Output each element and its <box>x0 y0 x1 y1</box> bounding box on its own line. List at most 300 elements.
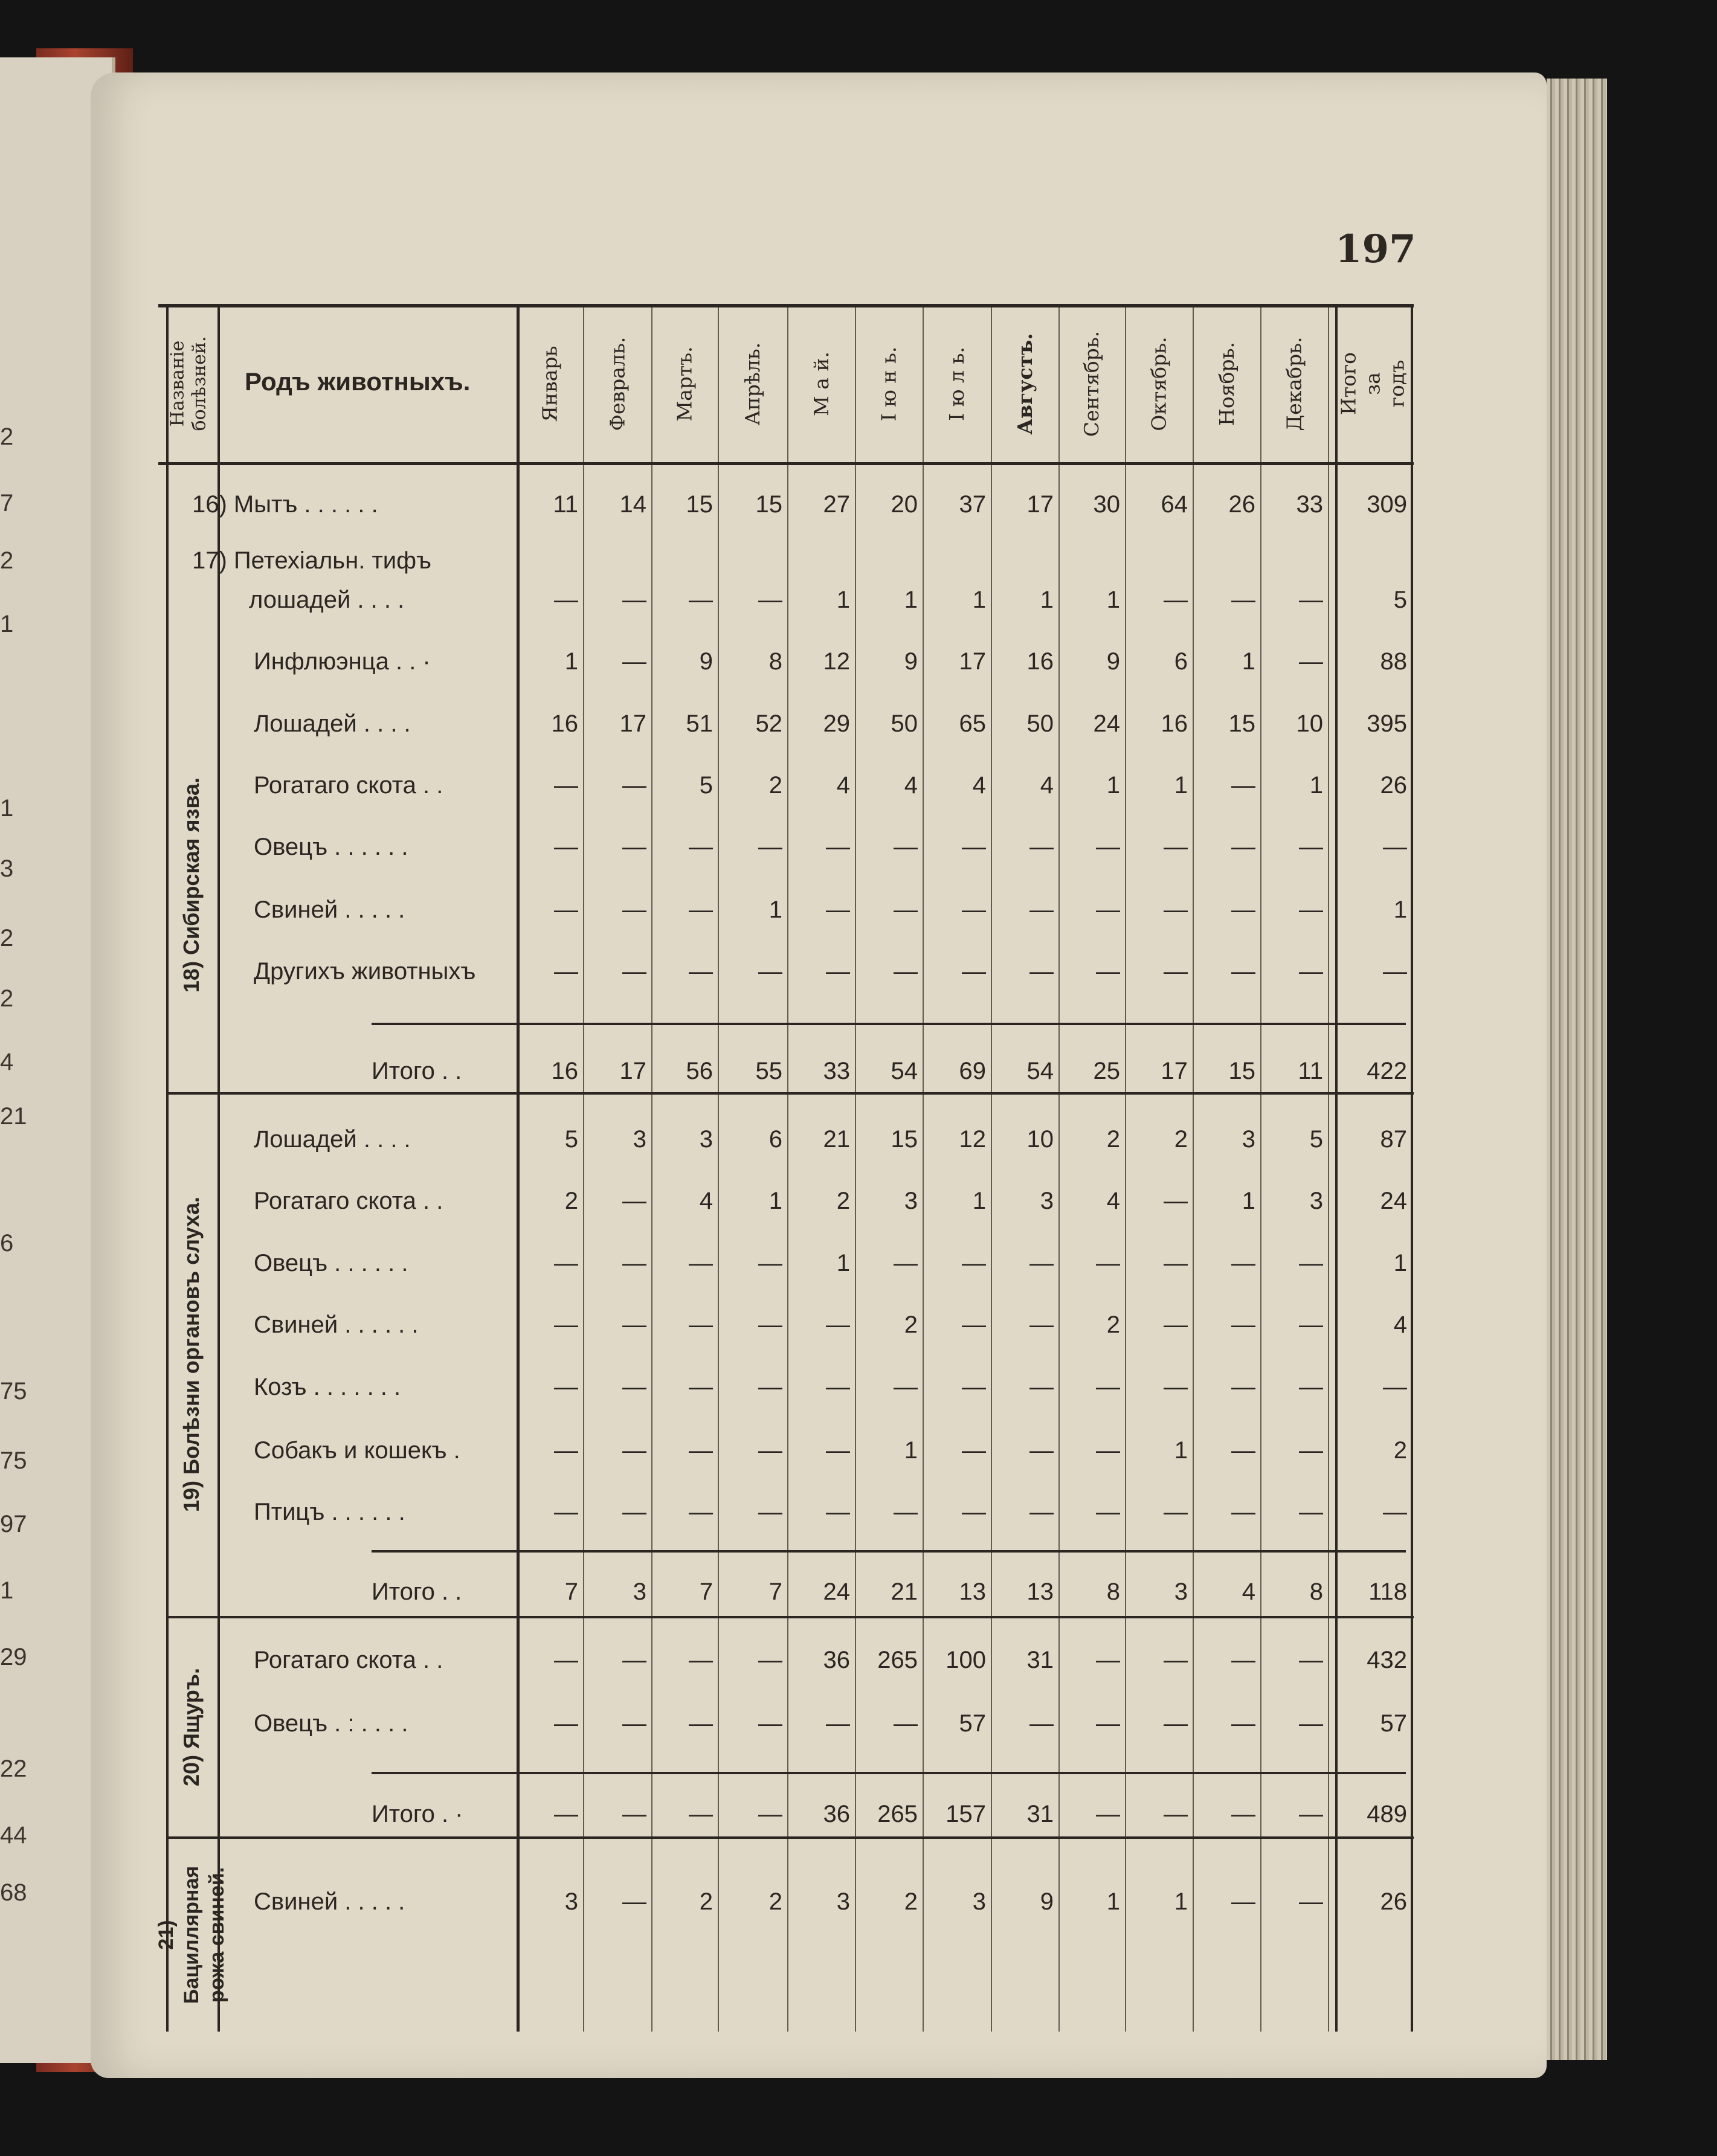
table-cell: 1 <box>1174 1437 1188 1464</box>
table-cell: — <box>826 896 850 923</box>
table-cell: — <box>622 1710 646 1737</box>
table-cell: — <box>1231 1311 1255 1338</box>
table-top-rule <box>158 304 1414 307</box>
total-cell: 88 <box>1380 648 1407 675</box>
total-column-rule <box>1335 304 1338 2032</box>
table-cell: 8 <box>1309 1578 1323 1605</box>
table-cell: — <box>1231 1888 1255 1915</box>
total-cell: 422 <box>1367 1058 1407 1084</box>
month-header-text: Мартъ. <box>672 346 697 422</box>
table-cell: — <box>758 1374 782 1400</box>
total-cell: 118 <box>1368 1578 1407 1605</box>
month-column-rule <box>787 304 788 2032</box>
table-cell: — <box>894 1374 918 1400</box>
table-cell: — <box>1096 958 1120 985</box>
table-cell: — <box>1299 648 1323 675</box>
table-cell: 1 <box>564 648 578 675</box>
month-column-rule <box>1193 304 1194 2032</box>
table-cell: — <box>1029 1374 1054 1400</box>
table-cell: — <box>1096 896 1120 923</box>
table-cell: 56 <box>686 1058 713 1084</box>
table-cell: 3 <box>1309 1188 1323 1214</box>
table-cell: — <box>962 896 986 923</box>
table-cell: — <box>1231 1250 1255 1276</box>
table-cell: 4 <box>972 772 986 799</box>
table-cell: — <box>622 1499 646 1525</box>
month-header-text: Сентябрь. <box>1080 330 1104 437</box>
table-cell: — <box>554 834 578 860</box>
table-cell: — <box>758 1311 782 1338</box>
table-cell: 17 <box>1161 1058 1188 1084</box>
table-cell: 27 <box>823 491 850 518</box>
table-cell: — <box>1164 896 1188 923</box>
subtotal-rule-19 <box>372 1550 1406 1553</box>
table-cell: 7 <box>564 1578 578 1605</box>
left-page-number-fragment: 4 <box>0 1049 14 1075</box>
table-cell: 10 <box>1296 710 1323 737</box>
table-cell: — <box>554 587 578 613</box>
left-page-number-fragment: 2 <box>0 547 14 574</box>
table-cell: — <box>1231 1647 1255 1673</box>
total-header-text: Итого за годъ <box>1336 352 1409 416</box>
table-cell: 65 <box>959 710 986 737</box>
month-header <box>1193 308 1260 459</box>
row-label: Овецъ . . . . . . <box>254 1250 408 1276</box>
table-cell: — <box>962 1437 986 1464</box>
total-cell: — <box>1383 1499 1407 1525</box>
table-cell: 21 <box>891 1578 918 1605</box>
table-cell: — <box>962 1311 986 1338</box>
table-cell: 16 <box>551 710 578 737</box>
left-page-number-fragment: 7 <box>0 490 14 516</box>
month-column-rule <box>855 304 856 2032</box>
row-label: Овецъ . . . . . . <box>254 834 408 860</box>
table-cell: 2 <box>904 1888 918 1915</box>
table-cell: — <box>1096 1647 1120 1673</box>
table-cell: — <box>826 1437 850 1464</box>
table-cell: 5 <box>564 1126 578 1153</box>
table-cell: — <box>1299 1647 1323 1673</box>
table-cell: 10 <box>1026 1126 1054 1153</box>
table-cell: 36 <box>823 1647 850 1673</box>
table-cell: 1 <box>768 1188 782 1214</box>
group-label <box>155 1839 229 2030</box>
row-label: Козъ . . . . . . . <box>254 1374 401 1400</box>
table-cell: — <box>962 1499 986 1525</box>
table-cell: 16 <box>1026 648 1054 675</box>
table-cell: — <box>826 958 850 985</box>
table-cell: 1 <box>836 587 850 613</box>
table-cell: 37 <box>959 491 986 518</box>
total-header <box>1335 308 1411 459</box>
month-header <box>583 308 651 459</box>
table-cell: — <box>622 1647 646 1673</box>
table-cell: 64 <box>1161 491 1188 518</box>
table-cell: — <box>622 958 646 985</box>
table-cell: 4 <box>1040 772 1054 799</box>
table-cell: — <box>1299 1888 1323 1915</box>
subtotal-rule-18 <box>372 1023 1406 1025</box>
table-cell: — <box>894 1499 918 1525</box>
table-cell: — <box>1164 1311 1188 1338</box>
table-cell: 1 <box>1309 772 1323 799</box>
left-page-number-fragment: 1 <box>0 795 14 822</box>
table-cell: — <box>622 1250 646 1276</box>
table-cell: 157 <box>945 1801 986 1827</box>
table-cell: 17 <box>959 648 986 675</box>
table-cell: 51 <box>686 710 713 737</box>
row-label: Овецъ . : . . . . <box>254 1710 408 1737</box>
table-cell: — <box>1164 1250 1188 1276</box>
month-header-text: Апрѣль. <box>741 342 764 425</box>
month-column-rule <box>1125 304 1126 2032</box>
table-cell: 54 <box>1026 1058 1054 1084</box>
table-cell: — <box>826 834 850 860</box>
table-cell: — <box>758 587 782 613</box>
table-cell: 3 <box>633 1578 646 1605</box>
table-cell: — <box>1164 587 1188 613</box>
table-cell: 36 <box>823 1801 850 1827</box>
table-cell: 14 <box>619 491 646 518</box>
table-cell: 50 <box>891 710 918 737</box>
row-label: Собакъ и кошекъ . <box>254 1437 460 1464</box>
total-cell: 5 <box>1393 587 1407 613</box>
table-cell: — <box>1231 772 1255 799</box>
table-cell: — <box>1299 1710 1323 1737</box>
row-label: Птицъ . . . . . . <box>254 1499 405 1525</box>
table-cell: — <box>1029 1499 1054 1525</box>
total-cell: 395 <box>1367 710 1407 737</box>
section-rule-20 <box>166 1616 1414 1618</box>
table-cell: 21 <box>823 1126 850 1153</box>
left-page-number-fragment: 6 <box>0 1230 14 1257</box>
table-cell: 11 <box>553 491 578 518</box>
header-bottom-rule <box>158 462 1414 465</box>
disease-column-header <box>158 308 219 459</box>
table-cell: 1 <box>1106 1888 1120 1915</box>
table-cell: — <box>962 1374 986 1400</box>
month-header-text: I ю л ь. <box>945 346 968 421</box>
month-header <box>718 308 787 459</box>
left-page-number-fragment: 97 <box>0 1511 27 1537</box>
table-cell: 9 <box>1040 1888 1054 1915</box>
table-cell: — <box>1096 1250 1120 1276</box>
table-cell: 2 <box>1174 1126 1188 1153</box>
total-cell: 432 <box>1367 1647 1407 1673</box>
month-column-rule <box>1260 304 1261 2032</box>
table-cell: 57 <box>959 1710 986 1737</box>
table-cell: 1 <box>1040 587 1054 613</box>
left-page-number-fragment: 29 <box>0 1644 27 1670</box>
table-cell: — <box>554 1499 578 1525</box>
table-cell: — <box>1231 958 1255 985</box>
row-label: Инфлюэнца . . · <box>254 648 431 675</box>
left-page-number-fragment: 2 <box>0 985 14 1012</box>
table-cell: — <box>1164 1710 1188 1737</box>
table-cell: 1 <box>972 1188 986 1214</box>
table-cell: 8 <box>1106 1578 1120 1605</box>
table-cell: — <box>1231 1801 1255 1827</box>
month-header <box>1260 308 1328 459</box>
table-cell: — <box>894 1710 918 1737</box>
row-label: Свиней . . . . . . <box>254 1311 419 1338</box>
table-cell: 265 <box>877 1801 918 1827</box>
table-cell: — <box>1029 1250 1054 1276</box>
subtotal-label: Итого . . <box>372 1058 462 1084</box>
table-cell: 100 <box>945 1647 986 1673</box>
month-header <box>991 308 1058 459</box>
table-cell: — <box>1231 1374 1255 1400</box>
table-cell: — <box>1029 834 1054 860</box>
table-cell: — <box>554 1250 578 1276</box>
month-header-text: Августъ. <box>1013 332 1037 435</box>
row-label: Рогатаго скота . . <box>254 1188 443 1214</box>
month-column-rule <box>1328 304 1329 2032</box>
total-cell: 57 <box>1380 1710 1407 1737</box>
table-cell: — <box>1164 1801 1188 1827</box>
table-cell: — <box>689 1499 713 1525</box>
table-cell: — <box>1096 1499 1120 1525</box>
total-cell: 24 <box>1380 1188 1407 1214</box>
table-cell: 3 <box>1040 1188 1054 1214</box>
table-cell: 29 <box>823 710 850 737</box>
table-cell: — <box>622 834 646 860</box>
month-header-text: Ноябрь. <box>1214 341 1239 426</box>
table-cell: 2 <box>564 1188 578 1214</box>
table-cell: 17 <box>619 1058 646 1084</box>
total-cell: 87 <box>1380 1126 1407 1153</box>
page-edges <box>1547 79 1607 2060</box>
table-cell: — <box>622 1437 646 1464</box>
table-cell: 16 <box>1161 710 1188 737</box>
table-cell: — <box>622 1801 646 1827</box>
table-cell: — <box>962 834 986 860</box>
table-cell: 5 <box>699 772 713 799</box>
table-cell: 33 <box>823 1058 850 1084</box>
row-label: 16) Мытъ . . . . . . <box>192 491 378 518</box>
table-cell: — <box>1299 1311 1323 1338</box>
table-cell: 7 <box>768 1578 782 1605</box>
row-label: лошадей . . . . <box>249 587 405 613</box>
total-cell: 4 <box>1393 1311 1407 1338</box>
month-column-rule <box>1058 304 1060 2032</box>
table-cell: 1 <box>1106 772 1120 799</box>
total-cell: 489 <box>1367 1801 1407 1827</box>
table-cell: — <box>894 896 918 923</box>
table-cell: — <box>689 587 713 613</box>
table-cell: 4 <box>836 772 850 799</box>
table-cell: 17 <box>619 710 646 737</box>
left-page-number-fragment: 2 <box>0 423 14 450</box>
table-cell: 1 <box>1242 1188 1255 1214</box>
table-cell: — <box>962 958 986 985</box>
month-header <box>517 308 583 459</box>
row-label: Лошадей . . . . <box>254 710 411 737</box>
row-label: Свиней . . . . . <box>254 1888 405 1915</box>
table-cell: — <box>622 772 646 799</box>
total-cell: 26 <box>1380 1888 1407 1915</box>
table-cell: — <box>689 1710 713 1737</box>
table-cell: — <box>622 648 646 675</box>
table-cell: — <box>894 1250 918 1276</box>
table-cell: — <box>622 1311 646 1338</box>
table-cell: 2 <box>904 1311 918 1338</box>
table-cell: — <box>1164 958 1188 985</box>
group-label-text: 21) Бациллярная рожа свиней. <box>155 1865 229 2004</box>
table-cell: 15 <box>1228 710 1255 737</box>
group-label <box>166 680 217 1090</box>
table-cell: 3 <box>904 1188 918 1214</box>
row-label: Рогатаго скота . . <box>254 1647 443 1673</box>
total-cell: 309 <box>1367 491 1407 518</box>
table-cell: 6 <box>1174 648 1188 675</box>
table-cell: — <box>1164 1188 1188 1214</box>
table-cell: — <box>826 1374 850 1400</box>
table-cell: 17 <box>1026 491 1054 518</box>
table-cell: — <box>1164 1374 1188 1400</box>
month-header <box>787 308 855 459</box>
row-label: Лошадей . . . . <box>254 1126 411 1153</box>
table-cell: — <box>826 1311 850 1338</box>
table-cell: — <box>622 1888 646 1915</box>
table-cell: 1 <box>904 587 918 613</box>
table-cell: 1 <box>768 896 782 923</box>
table-cell: 9 <box>904 648 918 675</box>
table-cell: — <box>1299 1801 1323 1827</box>
table-cell: 31 <box>1026 1647 1054 1673</box>
table-cell: — <box>689 1647 713 1673</box>
total-cell: 1 <box>1393 896 1407 923</box>
group-label-text: 20) Ящуръ. <box>179 1667 204 1786</box>
table-cell: — <box>1231 896 1255 923</box>
table-cell: — <box>1096 834 1120 860</box>
table-cell: 25 <box>1093 1058 1120 1084</box>
table-cell: — <box>554 896 578 923</box>
table-cell: — <box>1231 834 1255 860</box>
animal-column-header: Родъ животныхъ. <box>245 367 471 396</box>
table-cell: — <box>1029 1710 1054 1737</box>
month-header-text: Февраль. <box>605 336 629 431</box>
table-cell: — <box>894 834 918 860</box>
table-cell: 15 <box>891 1126 918 1153</box>
row-label: Свиней . . . . . <box>254 896 405 923</box>
table-cell: — <box>689 1250 713 1276</box>
total-cell: 2 <box>1393 1437 1407 1464</box>
table-cell: — <box>1029 958 1054 985</box>
group-label-text: 18) Сибирская язва. <box>179 777 204 993</box>
total-cell: — <box>1383 958 1407 985</box>
table-cell: — <box>1299 587 1323 613</box>
table-cell: 1 <box>1106 587 1120 613</box>
table-cell: 3 <box>633 1126 646 1153</box>
table-cell: — <box>554 1801 578 1827</box>
table-cell: 54 <box>891 1058 918 1084</box>
left-page-number-fragment: 22 <box>0 1755 27 1782</box>
table-cell: — <box>1299 1437 1323 1464</box>
table-cell: 3 <box>699 1126 713 1153</box>
page-number: 197 <box>1335 227 1416 272</box>
table-cell: — <box>689 958 713 985</box>
section-rule-21 <box>166 1836 1414 1839</box>
table-cell: 2 <box>836 1188 850 1214</box>
table-cell: — <box>554 772 578 799</box>
group-label <box>166 1619 217 1835</box>
month-header-text: М а й. <box>809 351 833 416</box>
table-cell: 12 <box>959 1126 986 1153</box>
table-cell: — <box>1231 1710 1255 1737</box>
table-cell: — <box>826 1710 850 1737</box>
left-page-number-fragment: 21 <box>0 1103 27 1130</box>
group-label <box>166 1095 217 1614</box>
table-cell: 12 <box>823 648 850 675</box>
subtotal-rule-20 <box>372 1772 1406 1774</box>
table-cell: 4 <box>1106 1188 1120 1214</box>
table-cell: — <box>554 1437 578 1464</box>
month-column-rule <box>923 304 924 2032</box>
month-header-text: I ю н ь. <box>877 346 901 421</box>
month-header <box>651 308 718 459</box>
table-cell: 2 <box>768 772 782 799</box>
table-cell: 69 <box>959 1058 986 1084</box>
table-cell: 31 <box>1026 1801 1054 1827</box>
table-cell: — <box>1164 1499 1188 1525</box>
table-cell: — <box>689 1801 713 1827</box>
table-cell: 30 <box>1093 491 1120 518</box>
animal-column-rule <box>517 304 520 2032</box>
row-label: Рогатаго скота . . <box>254 772 443 799</box>
table-cell: — <box>689 1311 713 1338</box>
table-cell: — <box>1299 896 1323 923</box>
month-column-rule <box>991 304 992 2032</box>
table-cell: — <box>554 1374 578 1400</box>
table-cell: — <box>826 1499 850 1525</box>
table-cell: — <box>758 1801 782 1827</box>
table-cell: — <box>758 1437 782 1464</box>
table-cell: 1 <box>904 1437 918 1464</box>
table-cell: — <box>1096 1710 1120 1737</box>
total-cell: 26 <box>1380 772 1407 799</box>
table-cell: — <box>1299 1499 1323 1525</box>
table-cell: 1 <box>1174 1888 1188 1915</box>
table-cell: — <box>1164 1647 1188 1673</box>
table-cell: 1 <box>972 587 986 613</box>
table-cell: — <box>1096 1801 1120 1827</box>
total-cell: — <box>1383 1374 1407 1400</box>
table-cell: — <box>689 1437 713 1464</box>
total-cell: 1 <box>1393 1250 1407 1276</box>
table-cell: — <box>622 896 646 923</box>
table-cell: — <box>758 834 782 860</box>
table-cell: — <box>689 834 713 860</box>
table-cell: 20 <box>891 491 918 518</box>
table-cell: — <box>758 1499 782 1525</box>
table-cell: 15 <box>755 491 782 518</box>
table-cell: 6 <box>768 1126 782 1153</box>
table-cell: 4 <box>699 1188 713 1214</box>
left-page-number-fragment: 68 <box>0 1879 27 1906</box>
month-header-text: Январь <box>538 346 562 422</box>
month-header <box>855 308 923 459</box>
table-cell: 9 <box>699 648 713 675</box>
left-page-number-fragment: 3 <box>0 855 14 882</box>
subtotal-label: Итого . · <box>372 1801 463 1827</box>
table-cell: — <box>1029 1437 1054 1464</box>
table-cell: — <box>1299 1250 1323 1276</box>
table-cell: 4 <box>904 772 918 799</box>
table-cell: — <box>1299 958 1323 985</box>
table-cell: 1 <box>836 1250 850 1276</box>
table-cell: 16 <box>551 1058 578 1084</box>
